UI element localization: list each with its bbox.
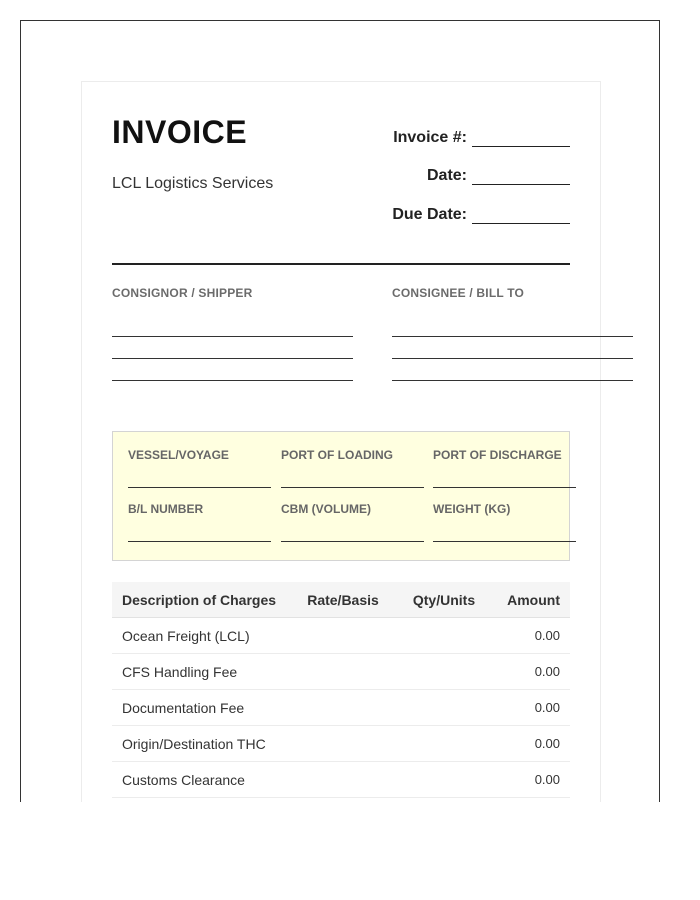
charge-qty[interactable] [398, 690, 490, 726]
cbm-volume-field[interactable] [281, 541, 424, 542]
charge-description: Origin/Destination THC [112, 726, 288, 762]
charge-amount: 0.00 [490, 618, 570, 654]
date-field[interactable] [472, 168, 570, 185]
invoice-number-field[interactable] [472, 130, 570, 147]
charge-amount: 0.00 [490, 762, 570, 798]
due-date-row [392, 206, 570, 224]
charge-rate[interactable] [288, 762, 398, 798]
weight-kg-label: WEIGHT (KG) [433, 502, 511, 516]
vessel-voyage-label: VESSEL/VOYAGE [128, 448, 229, 462]
shipper-line-1[interactable] [112, 336, 353, 337]
port-of-discharge-field[interactable] [433, 487, 576, 488]
charge-amount: 0.00 [490, 726, 570, 762]
table-row [112, 726, 570, 762]
company-name: LCL Logistics Services [112, 175, 274, 192]
charge-amount: 0.00 [490, 654, 570, 690]
charge-qty[interactable] [398, 726, 490, 762]
charge-rate[interactable] [288, 654, 398, 690]
column-header-qty: Qty/Units [398, 582, 490, 618]
charge-description: Customs Clearance [112, 762, 288, 798]
port-of-discharge-label: PORT OF DISCHARGE [433, 448, 562, 462]
invoice-number-row [393, 129, 570, 147]
consignee-line-3[interactable] [392, 380, 633, 381]
date-row [427, 167, 570, 185]
due-date-field[interactable] [472, 207, 570, 224]
bl-number-field[interactable] [128, 541, 271, 542]
table-row [112, 690, 570, 726]
date-label: Date: [426, 167, 467, 184]
charge-rate[interactable] [288, 618, 398, 654]
due-date-label: Due Date: [392, 206, 467, 223]
charge-qty[interactable] [398, 618, 490, 654]
bl-number-label: B/L NUMBER [128, 502, 204, 516]
shipper-line-3[interactable] [112, 380, 353, 381]
charges-table [112, 582, 570, 798]
charge-amount: 0.00 [490, 690, 570, 726]
table-row [112, 618, 570, 654]
vessel-voyage-field[interactable] [128, 487, 271, 488]
port-of-loading-label: PORT OF LOADING [281, 448, 393, 462]
consignee-line-2[interactable] [392, 358, 633, 359]
column-header-amount: Amount [490, 582, 570, 618]
shipper-label: CONSIGNOR / SHIPPER [112, 286, 253, 300]
cbm-volume-label: CBM (VOLUME) [281, 502, 371, 516]
consignee-line-1[interactable] [392, 336, 633, 337]
charge-qty[interactable] [398, 762, 490, 798]
weight-kg-field[interactable] [433, 541, 576, 542]
charges-header-row [112, 582, 570, 618]
table-row [112, 762, 570, 798]
charge-qty[interactable] [398, 654, 490, 690]
charge-description: CFS Handling Fee [112, 654, 288, 690]
port-of-loading-field[interactable] [281, 487, 424, 488]
invoice-title: INVOICE [112, 114, 248, 150]
table-row [112, 654, 570, 690]
shipper-line-2[interactable] [112, 358, 353, 359]
invoice-number-label: Invoice #: [393, 129, 467, 146]
consignee-label: CONSIGNEE / BILL TO [392, 286, 525, 300]
charge-rate[interactable] [288, 726, 398, 762]
charge-description: Ocean Freight (LCL) [112, 618, 288, 654]
charge-rate[interactable] [288, 690, 398, 726]
column-header-description: Description of Charges [112, 582, 288, 618]
column-header-rate: Rate/Basis [288, 582, 398, 618]
header-divider [112, 263, 570, 265]
charge-description: Documentation Fee [112, 690, 288, 726]
